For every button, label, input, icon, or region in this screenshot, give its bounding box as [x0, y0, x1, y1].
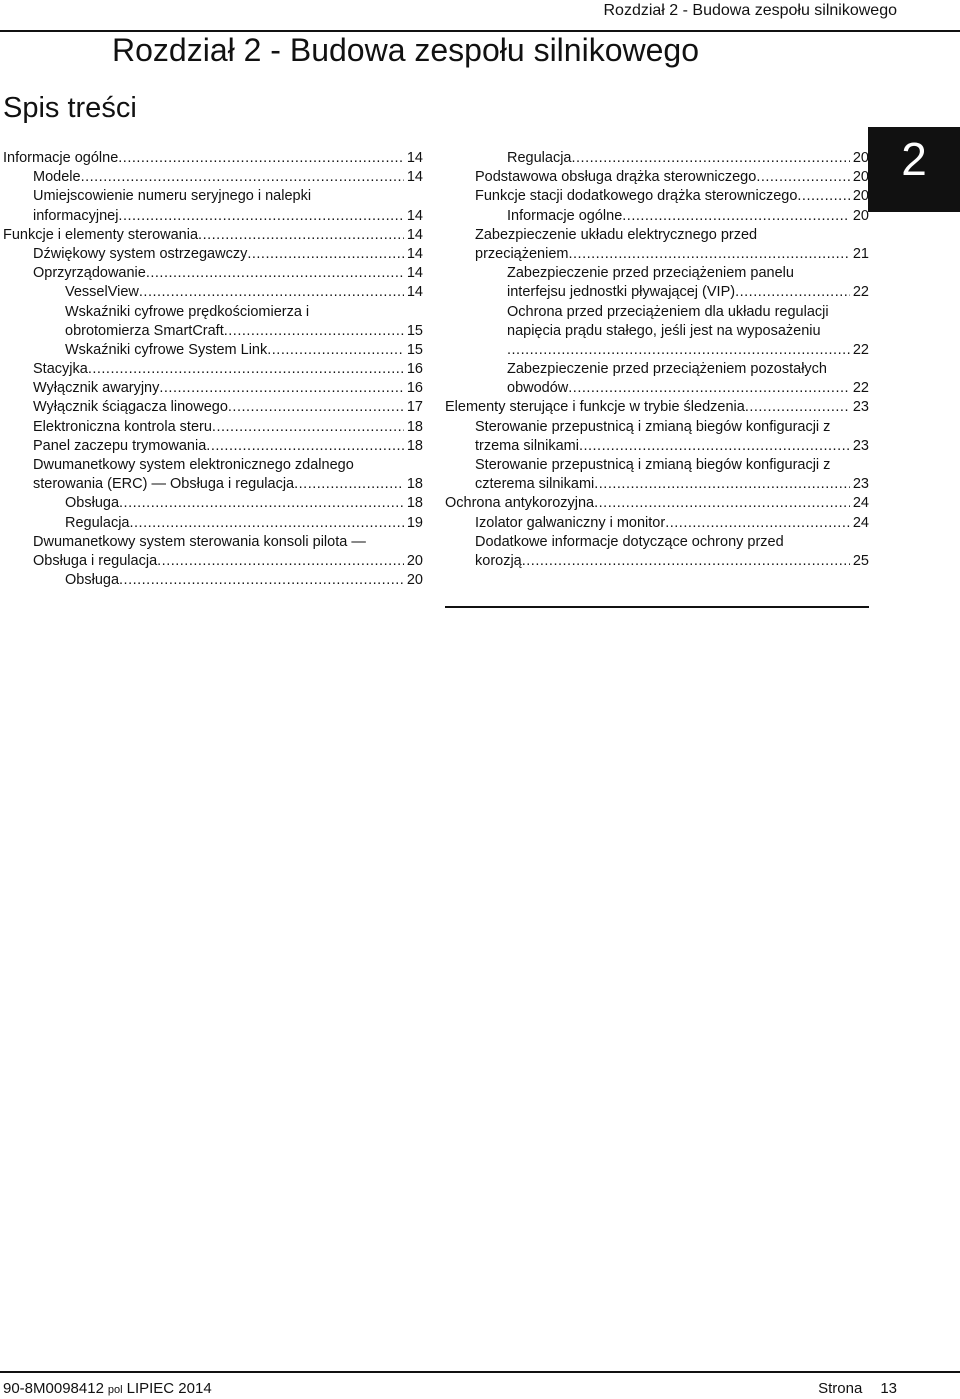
toc-heading: Spis treści: [3, 92, 137, 124]
toc-leader-dots: [119, 494, 404, 513]
toc-page-number: 20: [852, 207, 869, 224]
toc-entry-line[interactable]: Dodatkowe informacje dotyczące ochrony przed: [475, 533, 784, 550]
toc-leader-dots: [118, 149, 404, 168]
toc-leader-dots: [146, 264, 404, 283]
toc-entry-line[interactable]: [445, 341, 869, 360]
toc-entry-line[interactable]: [3, 437, 423, 456]
toc-column-right: [445, 149, 869, 571]
toc-page-number: 14: [406, 284, 423, 301]
toc-leader-dots: [756, 168, 850, 187]
toc-page-number: 22: [852, 341, 869, 358]
toc-leader-dots: [572, 149, 850, 168]
toc-page-number: 18: [406, 437, 423, 454]
toc-leader-dots: [267, 341, 404, 360]
toc-entry-text: Modele: [33, 169, 81, 186]
toc-entry-line[interactable]: [3, 264, 423, 283]
toc-entry-line[interactable]: Dwumanetkowy system elektronicznego zdalnego: [33, 457, 354, 473]
toc-page-number: 23: [852, 437, 869, 454]
toc-entry-line[interactable]: Zabezpieczenie przed przeciążeniem panelu: [507, 265, 794, 282]
toc-page-number: 16: [406, 380, 423, 397]
toc-leader-dots: [198, 226, 404, 245]
toc-entry-line[interactable]: [3, 379, 423, 398]
doc-number: 90-8M0098412: [3, 1380, 104, 1397]
toc-entry-line[interactable]: [445, 168, 869, 187]
toc-entry-line[interactable]: [3, 283, 423, 302]
toc-entry-line[interactable]: [3, 552, 423, 571]
toc-entry-text: trzema silnikami: [475, 437, 579, 454]
toc-leader-dots: [594, 475, 850, 494]
toc-leader-dots: [622, 207, 850, 226]
chapter-title: Rozdział 2 - Budowa zespołu silnikowego: [112, 32, 699, 68]
toc-page-number: 16: [406, 361, 423, 378]
toc-entry-line[interactable]: Zabezpieczenie układu elektrycznego przed: [475, 226, 758, 243]
toc-entry-text: Elektroniczna kontrola steru: [33, 418, 212, 435]
toc-page-number: 18: [406, 495, 423, 512]
toc-entry-text: Elementy sterujące i funkcje w trybie śledzenia: [445, 399, 745, 416]
toc-leader-dots: [224, 322, 404, 341]
toc-entry-line[interactable]: Umiejscowienie numeru seryjnego i nalepki: [33, 188, 312, 205]
toc-page-number: 20: [852, 169, 869, 186]
toc-page-number: 23: [852, 476, 869, 493]
toc-entry-text: Informacje ogólne: [3, 150, 119, 166]
toc-leader-dots: [522, 552, 850, 571]
toc-entry-text: interfejsu jednostki pływającej (VIP): [507, 284, 736, 301]
footer-rule: [0, 1371, 960, 1373]
toc-entry-line[interactable]: [3, 398, 423, 417]
toc-leader-dots: [797, 187, 849, 206]
toc-entry-line[interactable]: [445, 187, 869, 206]
chapter-tab: [868, 127, 960, 212]
toc-entry-text: Funkcje stacji dodatkowego drążka sterowniczego: [475, 188, 798, 205]
toc-entry-text: obrotomierza SmartCraft: [65, 322, 224, 339]
page-number: 13: [880, 1380, 897, 1397]
toc-end-rule: [445, 606, 869, 608]
toc-leader-dots: [579, 437, 850, 456]
toc-leader-dots: [159, 379, 403, 398]
chapter-tab-number: 2: [901, 133, 927, 185]
toc-entry-line[interactable]: Dwumanetkowy system sterowania konsoli pilota —: [33, 533, 366, 550]
toc-entry-line[interactable]: [3, 226, 423, 245]
toc-entry-line[interactable]: [3, 207, 423, 226]
toc-entry-text: Podstawowa obsługa drążka sterowniczego: [475, 169, 757, 186]
toc-page-number: 18: [406, 476, 423, 493]
language-code: pol: [107, 1384, 123, 1396]
toc-leader-dots: [507, 341, 850, 360]
toc-entry-text: Regulacja: [65, 514, 130, 531]
toc-page-number: 23: [852, 399, 869, 416]
toc-leader-dots: [81, 168, 404, 187]
toc-entry-line[interactable]: [445, 475, 869, 494]
toc-leader-dots: [228, 398, 404, 417]
toc-page-number: 21: [852, 245, 869, 262]
publication-date: LIPIEC 2014: [126, 1380, 212, 1397]
toc-entry-line[interactable]: [3, 418, 423, 437]
toc-page-number: 20: [852, 150, 869, 166]
toc-entry-text: Ochrona antykorozyjna: [445, 495, 595, 512]
toc-page-number: 20: [406, 572, 423, 589]
toc-entry-text: Dźwiękowy system ostrzegawczy: [33, 245, 248, 262]
toc-leader-dots: [247, 245, 404, 264]
toc-entry-text: Obsługa: [65, 495, 120, 512]
toc-leader-dots: [569, 245, 850, 264]
toc-entry-line[interactable]: napięcia prądu stałego, jeśli jest na wyposażeniu: [507, 322, 821, 339]
running-header: Rozdział 2 - Budowa zespołu silnikowego: [603, 2, 897, 19]
toc-page-number: 22: [852, 284, 869, 301]
toc-leader-dots: [665, 514, 850, 533]
toc-entry-text: korozją: [475, 552, 522, 569]
toc-entry-line[interactable]: [445, 207, 869, 226]
toc-page-number: 14: [406, 226, 423, 243]
toc-entry-line[interactable]: [3, 494, 423, 513]
toc-page-number: 14: [406, 207, 423, 224]
toc-entry-line[interactable]: [445, 398, 869, 417]
toc-entry-line[interactable]: Sterowanie przepustnicą i zmianą biegów konfiguracji z: [475, 418, 831, 435]
toc-page-number: 24: [852, 495, 869, 512]
toc-entry-line[interactable]: [3, 514, 423, 533]
toc-entry-text: Wyłącznik ściągacza linowego: [33, 399, 228, 416]
toc-entry-line[interactable]: Zabezpieczenie przed przeciążeniem pozostałych: [507, 361, 827, 378]
page-label: Strona: [818, 1380, 863, 1397]
toc-entry-line[interactable]: [445, 245, 869, 264]
toc-leader-dots: [119, 571, 404, 590]
toc-page-number: 14: [406, 169, 423, 186]
toc-entry-line[interactable]: [445, 552, 869, 571]
toc-entry-line[interactable]: [3, 341, 423, 360]
toc-leader-dots: [88, 360, 404, 379]
toc-page-number: 14: [406, 245, 423, 262]
toc-entry-text: czterema silnikami: [475, 476, 595, 493]
toc-entry-line[interactable]: [445, 437, 869, 456]
toc-page-number: 19: [406, 514, 423, 531]
toc-leader-dots: [206, 437, 404, 456]
toc-entry-text: Izolator galwaniczny i monitor: [475, 514, 666, 531]
toc-leader-dots: [118, 207, 403, 226]
toc-entry-line[interactable]: [3, 360, 423, 379]
toc-entry-text: Wskaźniki cyfrowe System Link: [65, 341, 268, 358]
toc-entry-text: przeciążeniem: [475, 245, 569, 262]
toc-entry-line[interactable]: [3, 475, 423, 494]
toc-page-number: 20: [406, 552, 423, 569]
toc-entry-text: Stacyjka: [33, 361, 88, 378]
toc-leader-dots: [568, 379, 850, 398]
toc-page-number: 17: [406, 399, 423, 416]
toc-page-number: 24: [852, 514, 869, 531]
toc-leader-dots: [130, 514, 404, 533]
footer-left: [3, 1380, 212, 1397]
toc-entry-line[interactable]: [3, 322, 423, 341]
toc-page-number: 15: [406, 341, 423, 358]
toc-leader-dots: [212, 418, 404, 437]
toc-entry-line[interactable]: [445, 149, 869, 168]
toc-entry-text: Funkcje i elementy sterowania: [3, 226, 199, 243]
toc-entry-line[interactable]: [445, 379, 869, 398]
toc-page-number: 15: [406, 322, 423, 339]
toc-leader-dots: [139, 283, 404, 302]
toc-entry-text: Wyłącznik awaryjny: [33, 380, 160, 397]
toc-entry-text: Obsługa: [65, 572, 120, 589]
toc-entry-text: Obsługa i regulacja: [33, 552, 158, 569]
toc-entry-line[interactable]: Wskaźniki cyfrowe prędkościomierza i: [65, 303, 310, 320]
toc-page-number: 25: [852, 552, 869, 569]
toc-entry-line[interactable]: [445, 514, 869, 533]
toc-leader-dots: [594, 494, 850, 513]
toc-entry-line[interactable]: [3, 149, 423, 168]
toc-page-number: 22: [852, 380, 869, 397]
toc-page-number: 14: [406, 150, 423, 166]
toc-leader-dots: [157, 552, 404, 571]
toc-page-number: 18: [406, 418, 423, 435]
toc-entry-line[interactable]: [3, 571, 423, 590]
toc-entry-text: obwodów: [507, 380, 569, 397]
toc-entry-text: Panel zaczepu trymowania: [33, 437, 207, 454]
toc-column-left: [3, 149, 423, 590]
toc-entry-text: sterowania (ERC) — Obsługa i regulacja: [33, 476, 295, 493]
footer-right: [818, 1380, 897, 1397]
toc-entry-line[interactable]: [3, 245, 423, 264]
toc-page-number: 20: [852, 188, 869, 205]
toc-entry-text: Oprzyrządowanie: [33, 265, 146, 282]
toc-entry-text: informacyjnej: [33, 207, 119, 224]
toc-entry-line[interactable]: Sterowanie przepustnicą i zmianą biegów konfiguracji z: [475, 457, 831, 473]
toc-entry-text: VesselView: [65, 284, 139, 301]
toc-entry-text: Regulacja: [507, 150, 572, 166]
toc-entry-line[interactable]: [445, 494, 869, 513]
toc-entry-line[interactable]: [445, 283, 869, 302]
toc-leader-dots: [745, 398, 850, 417]
toc-page-number: 14: [406, 265, 423, 282]
toc-leader-dots: [735, 283, 850, 302]
toc-entry-text: Informacje ogólne: [507, 207, 623, 224]
toc-entry-line[interactable]: [3, 168, 423, 187]
toc-entry-line[interactable]: Ochrona przed przeciążeniem dla układu regulacji: [507, 303, 829, 320]
toc-leader-dots: [294, 475, 404, 494]
